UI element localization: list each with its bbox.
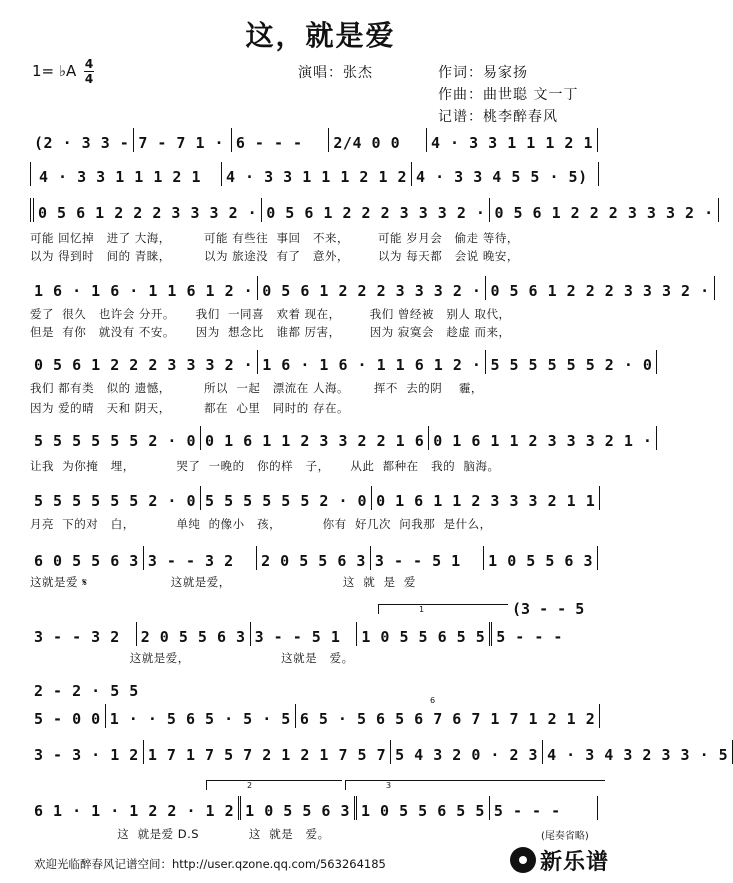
measure: 0 1 6 1 1 2 3 3 2 2 1 6 — [201, 426, 429, 450]
notation-row-5 — [30, 350, 653, 374]
measure: 5 - 0 0 — [30, 704, 106, 728]
logo-text: 新乐谱 — [540, 849, 610, 875]
measure: 3 - - 5 1 — [371, 546, 484, 570]
disc-icon — [510, 847, 536, 873]
measure: 3 - - 3 2 — [144, 546, 257, 570]
measure: 3 - - 5 1 — [251, 622, 358, 646]
measure: 1 6 · 1 6 · 1 1 6 1 2 · — [30, 276, 258, 300]
key-signature: 1= ♭A — [32, 62, 77, 80]
lyric-line: 以为 得到时 间的 青睐， 以为 旅途没 有了 意外， 以为 每天都 会说 晚安， — [30, 249, 519, 263]
measure: 0 5 6 1 2 2 2 3 3 3 2 · — [30, 198, 262, 222]
notation-row-10 — [30, 676, 160, 700]
measure: 7 - 7 1 · — [134, 128, 232, 152]
measure: 4 · 3 3 4 5 5 · 5) — [412, 162, 599, 186]
lyric-line: 这就是爱 𝄋 这就是爱， 这 就 是 爱 — [30, 575, 416, 589]
notation-row-6 — [30, 426, 653, 450]
measure: 0 1 6 1 1 2 3 3 3 2 1 · — [429, 426, 657, 450]
measure: 0 5 6 1 2 2 2 3 3 3 2 · — [490, 198, 718, 222]
notation-row-3 — [30, 198, 714, 222]
notation-row-7 — [30, 486, 598, 510]
measure: 2 0 5 5 6 3 — [257, 546, 371, 570]
measure: 2/4 0 0 — [329, 128, 427, 152]
lyric-line: 这就是爱， 这就是 爱。 — [30, 651, 354, 665]
measure: 0 5 6 1 2 2 2 3 3 3 2 · — [30, 350, 258, 374]
measure: 6 - - - — [232, 128, 330, 152]
measure: 6 1 · 1 · 1 2 2 · 1 2 — [30, 796, 241, 820]
measure: 5 5 5 5 5 5 2 · 0 — [201, 486, 372, 510]
measure: 1 0 5 5 6 3 — [484, 546, 598, 570]
measure: 0 5 6 1 2 2 2 3 3 3 2 · — [258, 276, 486, 300]
notation-row-8 — [30, 546, 598, 570]
measure: (2 · 3 3 - — [30, 128, 134, 152]
volta-third: 3 — [345, 780, 605, 790]
volta-second: 2 — [206, 780, 342, 790]
time-numerator: 4 — [84, 57, 94, 71]
measure: 3 - - 3 2 — [30, 622, 137, 646]
volta-first: 1 — [378, 604, 508, 614]
notation-row-9 — [30, 622, 598, 646]
singer-credit: 演唱：张杰 — [298, 65, 373, 81]
measure: 3 - 3 · 1 2 — [30, 740, 144, 764]
lyric-line: 让我 为你掩 埋， 哭了 一晚的 你的样 子， 从此 都种在 我的 脑海。 — [30, 459, 500, 473]
footer-credit: 欢迎光临醉春风记谱空间：http://user.qzone.qq.com/563264185 — [34, 857, 386, 871]
measure: 1 0 5 5 6 3 — [241, 796, 357, 820]
sixtuplet-mark: 6 — [430, 696, 436, 705]
measure: 1 7 1 7 5 7 2 1 2 1 7 5 7 — [144, 740, 391, 764]
notation-row-4 — [30, 276, 710, 300]
measure: 1 0 5 5 6 5 5 — [357, 796, 490, 820]
lyric-line: 可能 回忆掉 进了 大海， 可能 有些往 事回 不来， 可能 岁月会 偷走 等待， — [30, 231, 519, 245]
transcriber-credit: 记谱：桃李醉春风 — [438, 109, 558, 125]
measure: 5 5 5 5 5 5 2 · 0 — [30, 486, 201, 510]
measure: 1 · · 5 6 5 · 5 · 5 — [106, 704, 296, 728]
notation-row-1 — [30, 128, 598, 152]
measure: 0 1 6 1 1 2 3 3 3 2 1 1 — [372, 486, 600, 510]
tail-note: (3 - - 5 — [512, 600, 585, 618]
measure: 4 · 3 4 3 2 3 3 · 5 — [543, 740, 733, 764]
lyric-line: 我们 都有类 似的 遗憾， 所以 一起 漂流在 人海。 挥不 去的阴 霾， — [30, 381, 483, 395]
notation-row-2 — [30, 162, 599, 186]
measure: 0 5 6 1 2 2 2 3 3 3 2 · — [262, 198, 490, 222]
outro-omitted-note: (尾奏省略) — [541, 831, 589, 842]
measure: 5 5 5 5 5 5 2 · 0 — [30, 426, 201, 450]
lyricist-credit: 作词：易家扬 — [438, 65, 528, 81]
site-logo — [510, 846, 609, 874]
measure: 1 6 · 1 6 · 1 1 6 1 2 · — [258, 350, 486, 374]
measure: 5 - - - — [490, 796, 598, 820]
measure: 6 5 · 5 6 5 6 7 6 7 1 7 1 2 1 2 — [296, 704, 600, 728]
song-title: 这，就是爱 — [245, 19, 396, 52]
time-signature — [84, 58, 94, 85]
measure: 2 0 5 5 6 3 — [137, 622, 251, 646]
notation-row-11 — [30, 704, 598, 728]
lyric-line: 这 就是爱 D.S 这 就是 爱。 — [30, 827, 330, 841]
lyric-line: 爱了 很久 也许会 分开。 我们 一同喜 欢着 现在， 我们 曾经被 别人 取代， — [30, 307, 511, 321]
measure: 1 0 5 5 6 5 5 — [357, 622, 492, 646]
measure: 5 5 5 5 5 5 2 · 0 — [486, 350, 657, 374]
composer-credit: 作曲：曲世聪 文一丁 — [438, 87, 579, 103]
measure: 5 - - - — [496, 628, 563, 646]
notation-row-13 — [30, 796, 598, 820]
measure: 0 5 6 1 2 2 2 3 3 3 2 · — [486, 276, 714, 300]
notation-row-12 — [30, 740, 729, 764]
measure: 5 4 3 2 0 · 2 3 — [391, 740, 543, 764]
measure: 6 0 5 5 6 3 — [30, 546, 144, 570]
measure: 4 · 3 3 1 1 1 2 1 — [427, 128, 598, 152]
time-denominator: 4 — [84, 72, 94, 86]
measure: 4 · 3 3 1 1 1 2 1 2 — [222, 162, 412, 186]
lyric-line: 因为 爱的晴 天和 阴天， 都在 心里 同时的 存在。 — [30, 401, 349, 415]
lyric-line: 月亮 下的对 白， 单纯 的像小 孩， 你有 好几次 问我那 是什么， — [30, 517, 492, 531]
measure: 2 - 2 · 5 5 — [34, 682, 139, 700]
lyric-line: 但是 有你 就没有 不安。 因为 想念比 谁都 厉害， 因为 寂寞会 趁虚 而来， — [30, 325, 511, 339]
measure: 4 · 3 3 1 1 1 2 1 — [35, 162, 222, 186]
